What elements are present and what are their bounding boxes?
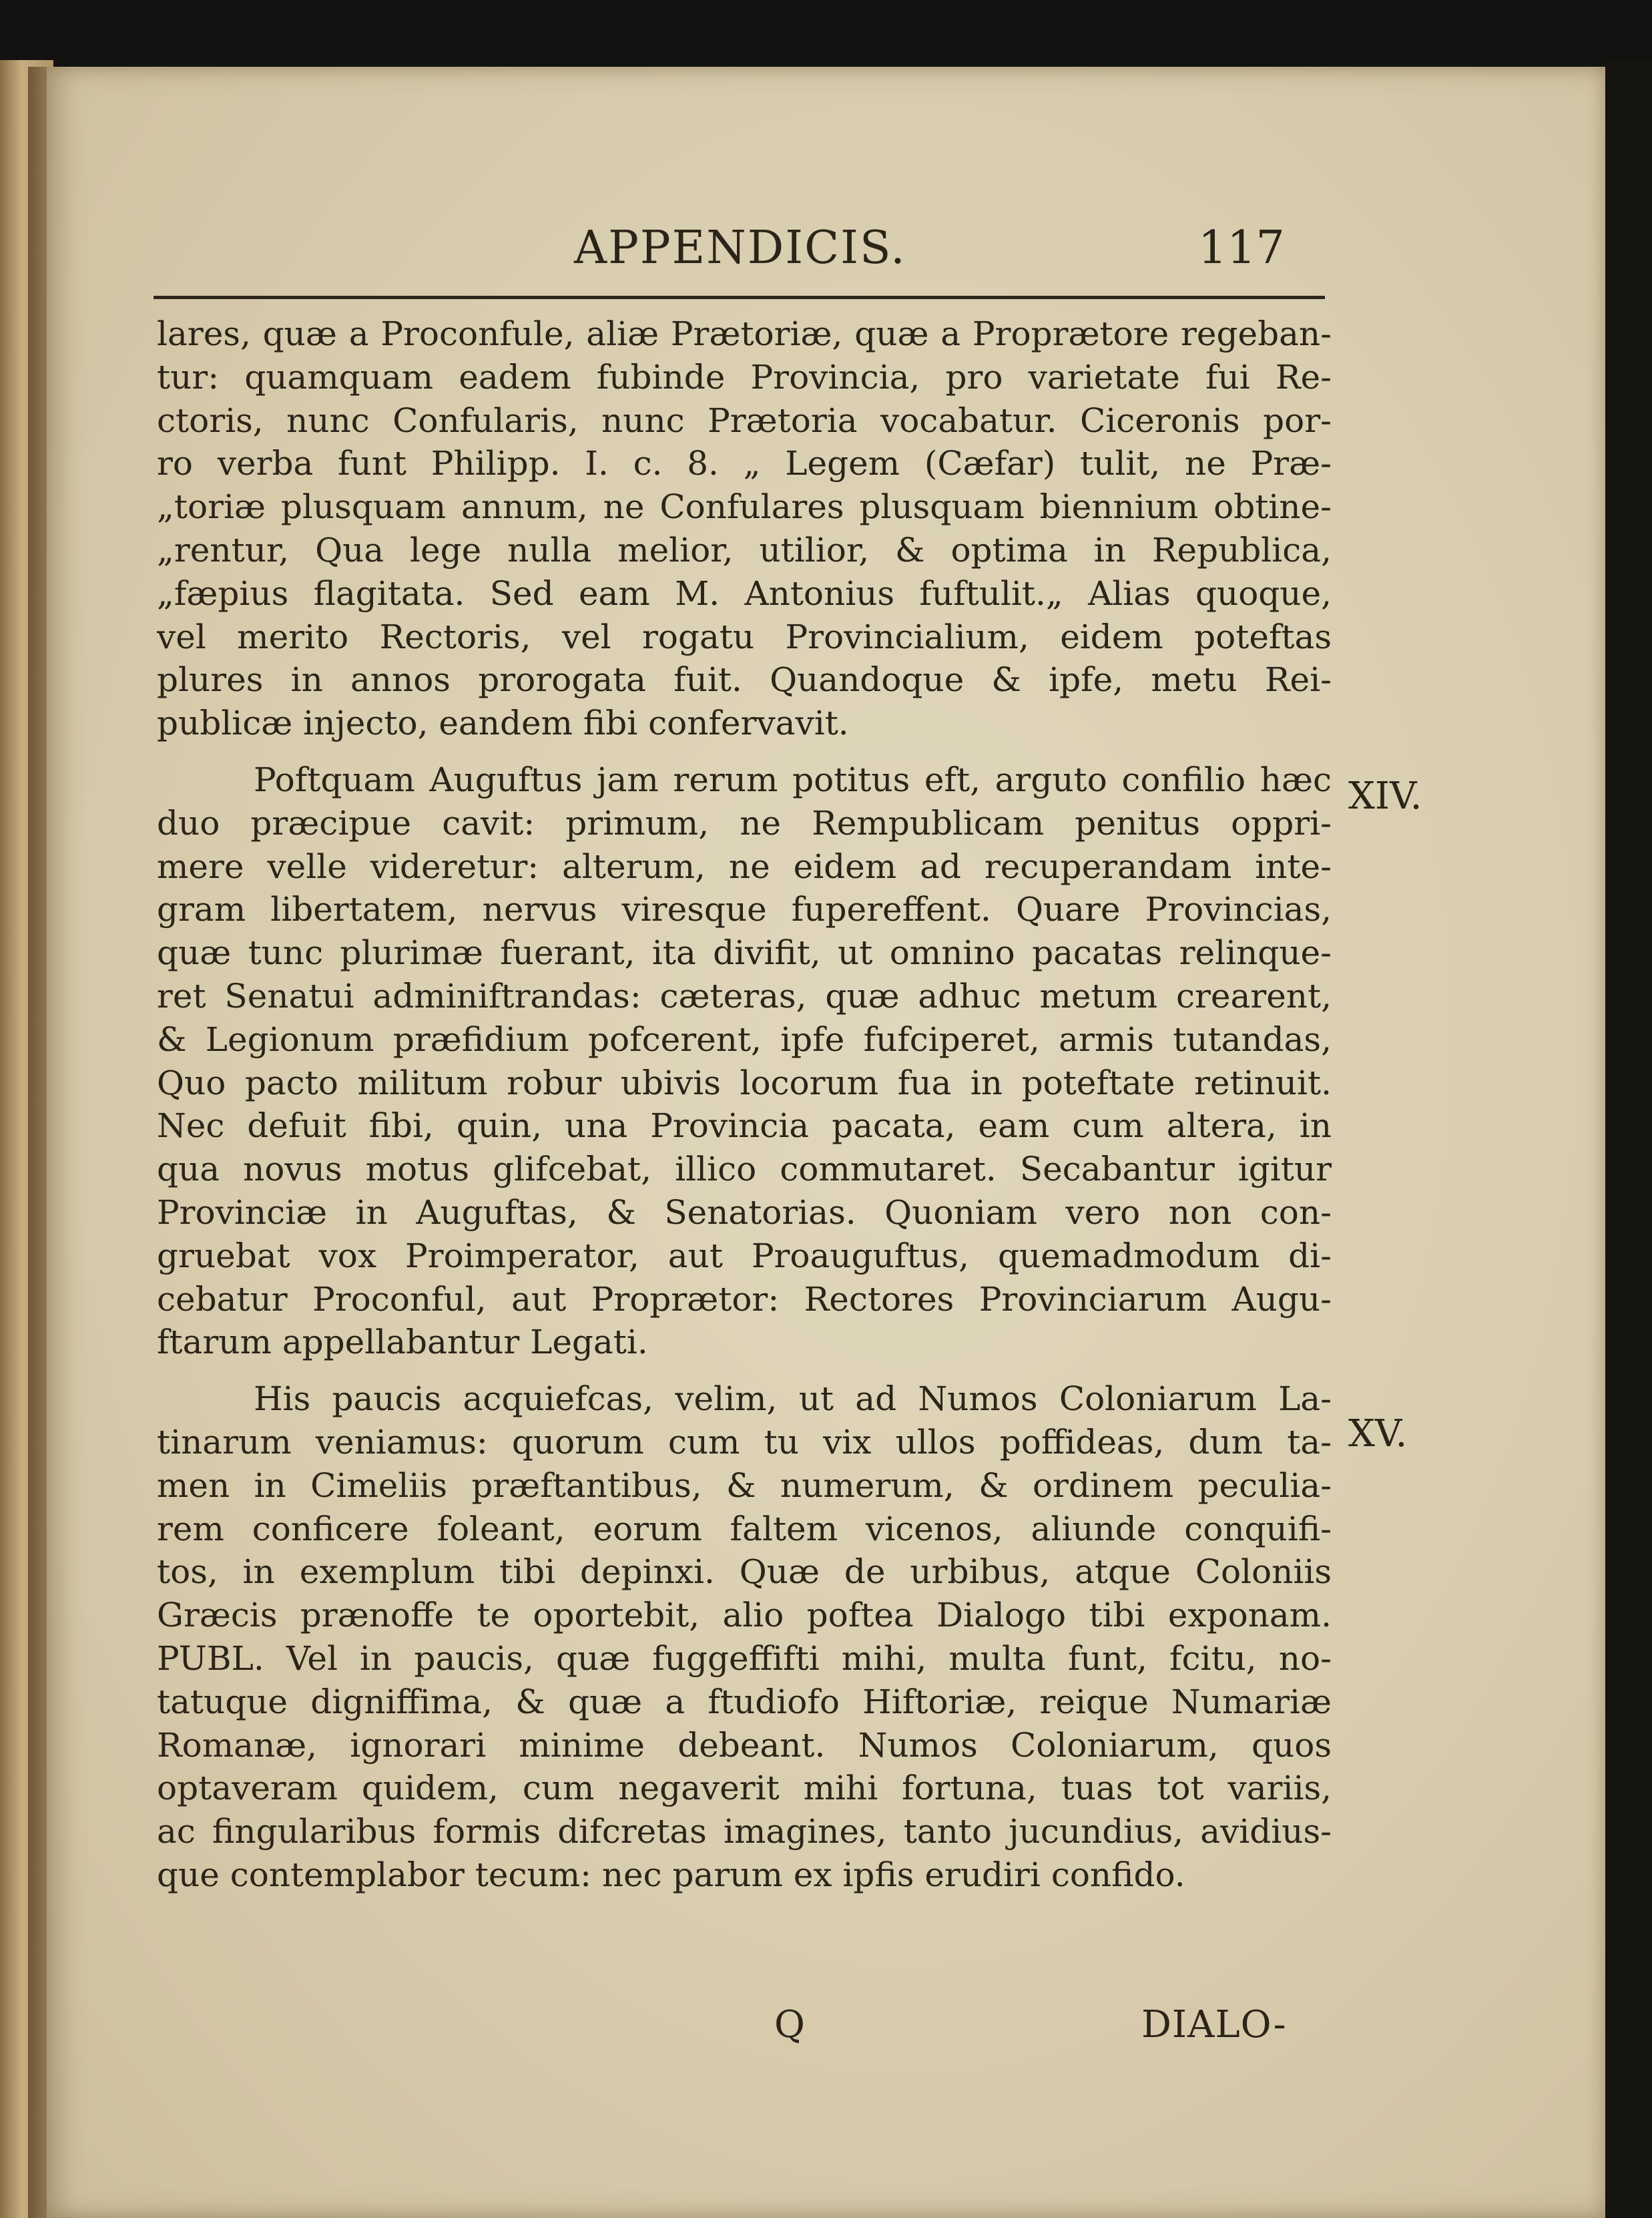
text-line: mere velle videretur: alterum, ne eidem ad recuperandam inte- — [157, 847, 1332, 886]
text-line: ac fingularibus formis difcretas imagines, tanto jucundius, avidius- — [157, 1812, 1332, 1851]
text-line: men in Cimeliis præftantibus, & numerum, & ordinem peculia- — [157, 1466, 1332, 1505]
text-line: PUBL. Vel in paucis, quæ fuggeffifti mihi, multa funt, fcitu, no- — [157, 1638, 1332, 1678]
page-number: 117 — [1198, 222, 1285, 274]
text-line: Quo pacto militum robur ubivis locorum fua in poteftate retinuit. — [157, 1063, 1332, 1102]
text-line: ro verba funt Philipp. I. c. 8. „ Legem (Cæfar) tulit, ne Præ- — [157, 444, 1332, 483]
text-line: publicæ injecto, eandem fibi confervavit. — [157, 704, 849, 743]
text-line: Provinciæ in Auguftas, & Senatorias. Quoniam vero non con- — [157, 1192, 1332, 1232]
text-line: optaveram quidem, cum negaverit mihi fortuna, tuas tot variis, — [157, 1769, 1332, 1808]
text-line: & Legionum præfidium pofcerent, ipfe fufciperet, armis tutandas, — [157, 1020, 1332, 1059]
paragraph-1 — [157, 312, 1332, 745]
catchword: DIALO- — [1141, 2003, 1287, 2046]
text-line: tinarum veniamus: quorum cum tu vix ullos poffideas, dum ta- — [157, 1422, 1332, 1462]
text-line: tos, in exemplum tibi depinxi. Quæ de urbibus, atque Coloniis — [157, 1552, 1332, 1592]
header-rule — [154, 296, 1325, 299]
text-line: Romanæ, ignorari minime debeant. Numos Coloniarum, quos — [157, 1725, 1332, 1765]
scan-background-right — [1602, 60, 1652, 2218]
text-line: duo præcipue cavit: primum, ne Rempublicam penitus oppri- — [157, 803, 1332, 843]
text-line: plures in annos prorogata fuit. Quandoque & ipfe, metu Rei- — [157, 660, 1332, 700]
text-line: rem conficere foleant, eorum faltem vicenos, aliunde conquifi- — [157, 1509, 1332, 1548]
paragraph-3 — [157, 1377, 1332, 1897]
text-line: tur: quamquam eadem fubinde Provincia, pro varietate fui Re- — [157, 357, 1332, 397]
text-line: ctoris, nunc Confularis, nunc Prætoria vocabatur. Ciceronis por- — [157, 401, 1332, 440]
text-line: His paucis acquiefcas, velim, ut ad Numos Coloniarum La- — [254, 1379, 1332, 1419]
text-line: gram libertatem, nervus viresque fupereffent. Quare Provincias, — [157, 890, 1332, 929]
text-line: Græcis prænoffe te oportebit, alio poftea Dialogo tibi exponam. — [157, 1596, 1332, 1635]
text-line: Nec defuit fibi, quin, una Provincia pacata, eam cum altera, in — [157, 1106, 1332, 1146]
scan-background-top — [0, 0, 1652, 73]
book-page — [47, 67, 1605, 2218]
text-line: gruebat vox Proimperator, aut Proauguftus, quemadmodum di- — [157, 1236, 1332, 1275]
margin-section-number-xiv: XIV. — [1348, 774, 1422, 818]
text-line: „fæpius flagitata. Sed eam M. Antonius fuftulit.„ Alias quoque, — [157, 574, 1332, 613]
text-line: lares, quæ a Proconfule, aliæ Prætoriæ, quæ a Proprætore regeban- — [157, 314, 1332, 353]
body-text — [157, 312, 1332, 1897]
paragraph-2 — [157, 758, 1332, 1364]
running-head: APPENDICIS. — [574, 222, 906, 274]
text-line: quæ tunc plurimæ fuerant, ita divifit, ut omnino pacatas relinque- — [157, 933, 1332, 973]
text-line: ret Senatui adminiftrandas: cæteras, quæ adhuc metum crearent, — [157, 976, 1332, 1016]
text-line: que contemplabor tecum: nec parum ex ipfis erudiri confido. — [157, 1855, 1185, 1894]
text-line: ftarum appellabantur Legati. — [157, 1323, 648, 1362]
text-line: tatuque digniffima, & quæ a ftudiofo Hiftoriæ, reique Numariæ — [157, 1682, 1332, 1721]
text-line: „toriæ plusquam annum, ne Confulares plusquam biennium obtine- — [157, 487, 1332, 527]
text-line: cebatur Proconful, aut Proprætor: Rectores Provinciarum Augu- — [157, 1279, 1332, 1319]
text-line: „rentur, Qua lege nulla melior, utilior, & optima in Republica, — [157, 530, 1332, 570]
signature-mark: Q — [774, 2003, 805, 2046]
text-line: qua novus motus glifcebat, illico commutaret. Secabantur igitur — [157, 1150, 1332, 1189]
text-line: vel merito Rectoris, vel rogatu Provincialium, eidem poteftas — [157, 617, 1332, 656]
text-line: Poftquam Auguftus jam rerum potitus eft, arguto confilio hæc — [254, 760, 1332, 799]
margin-section-number-xv: XV. — [1348, 1412, 1408, 1456]
